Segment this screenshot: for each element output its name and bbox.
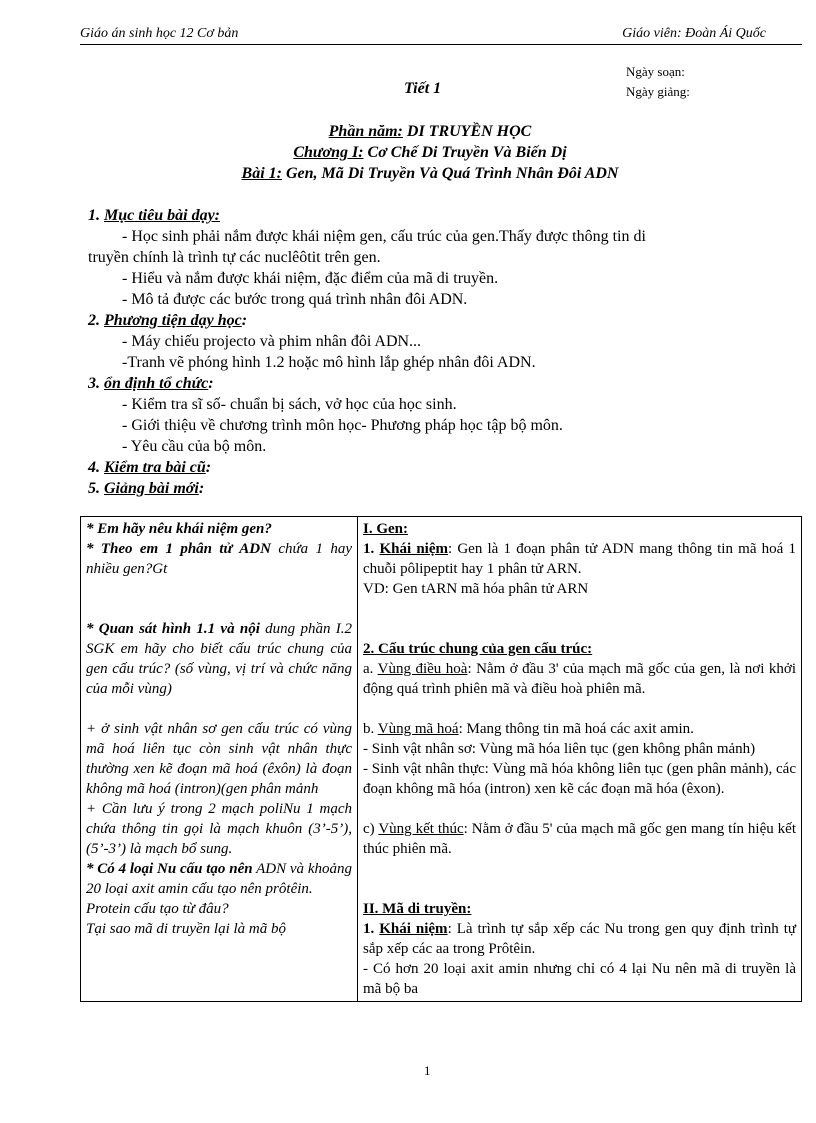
lesson-label: Bài 1: bbox=[241, 165, 282, 182]
question: Tại sao mã di truyền lại là mã bộ bbox=[86, 921, 287, 937]
content-heading: 2. Cấu trúc chung của gen cấu trúc: bbox=[363, 641, 593, 657]
header-teacher: Giáo viên: Đoàn Ái Quốc bbox=[622, 26, 766, 41]
material-item: - Máy chiếu projecto và phim nhân đôi ADN... bbox=[122, 333, 422, 350]
part-title bbox=[80, 121, 780, 142]
section-heading: 5. Giảng bài mới: bbox=[88, 480, 205, 497]
explanation: + ở sinh vật nhân sơ gen cấu trúc có vùng mã hoá liên tục còn sinh vật nhân thực thường xen kẽ đoạn mã hoá (êxôn) là đoạn không mã hoá (intron)(gen phân mảnh bbox=[86, 721, 352, 797]
table-row bbox=[81, 517, 802, 1002]
content-heading: II. Mã di truyền: bbox=[363, 901, 472, 917]
lesson-period: Tiết 1 bbox=[404, 80, 442, 97]
objective-item-wrap: truyền chính là trình tự các nuclêôtit trên gen. bbox=[88, 249, 381, 266]
section-heading: 3. ổn định tổ chức: bbox=[88, 375, 214, 392]
question: * Quan sát hình 1.1 và nội dung phần I.2 SGK em hãy cho biết cấu trúc chung của gen cấu trúc? (số vùng, vị trí và chức năng của mỗi vùng) bbox=[86, 621, 352, 697]
content-item: 1. Khái niệm: Gen là 1 đoạn phân tử ADN mang thông tin mã hoá 1 chuỗi pôlipeptit hay 1 phân tử ARN. bbox=[363, 541, 797, 577]
page-header bbox=[80, 24, 802, 45]
section-review bbox=[88, 457, 788, 499]
date-block bbox=[626, 62, 690, 102]
content-item: - Có hơn 20 loại axit amin nhưng chỉ có 4 lại Nu nên mã di truyền là mã bộ ba bbox=[363, 961, 796, 997]
date-taught: Ngày giảng: bbox=[626, 84, 690, 99]
objective-item: - Hiểu và nắm được khái niệm, đặc điểm của mã di truyền. bbox=[122, 270, 499, 287]
content-item: VD: Gen tARN mã hóa phân tử ARN bbox=[363, 581, 589, 597]
lesson-table bbox=[80, 516, 802, 1002]
content-item: - Sinh vật nhân thực: Vùng mã hóa không liên tục (gen phân mảnh), các đoạn không mã hóa (intron) xen kẽ các đoạn mã hóa (êxon). bbox=[363, 761, 796, 797]
part-text: DI TRUYỀN HỌC bbox=[402, 123, 532, 140]
material-item: -Tranh vẽ phóng hình 1.2 hoặc mô hình lắp ghép nhân đôi ADN. bbox=[122, 354, 536, 371]
chapter-title bbox=[80, 142, 780, 163]
spacer bbox=[363, 699, 796, 719]
spacer bbox=[363, 859, 796, 899]
title-block bbox=[80, 121, 780, 184]
spacer bbox=[363, 799, 796, 819]
page-number: 1 bbox=[424, 1063, 431, 1078]
content-heading: I. Gen: bbox=[363, 521, 408, 537]
section-heading: 1. Mục tiêu bài dạy: bbox=[88, 207, 220, 224]
teacher-activity-column bbox=[81, 517, 358, 1002]
section-heading: 4. Kiểm tra bài cũ: bbox=[88, 459, 212, 476]
question: * Theo em 1 phân tử ADN chứa 1 hay nhiều gen?Gt bbox=[86, 541, 352, 577]
explanation: + Cần lưu ý trong 2 mạch poliNu 1 mạch chứa thông tin gọi là mạch khuôn (3’-5’), (5’-3’) là mạch bổ sung. bbox=[86, 801, 352, 857]
content-item: a. Vùng điều hoà: Nằm ở đầu 3' của mạch mã gốc của gen, là nơi khởi động quá trình phiên mã và điều hoà phiên mã. bbox=[363, 661, 796, 697]
chapter-label: Chương I: bbox=[293, 144, 364, 161]
content-column bbox=[358, 517, 802, 1002]
objective-item: - Mô tả được các bước trong quá trình nhân đôi ADN. bbox=[122, 291, 468, 308]
content-item: 1. Khái niệm: Là trình tự sắp xếp các Nu trong gen quy định trình tự sắp xếp các aa trong Prôtêin. bbox=[363, 921, 796, 957]
lesson-text: Gen, Mã Di Truyền Và Quá Trình Nhân Đôi ADN bbox=[281, 165, 619, 182]
organization-item: - Yêu cầu của bộ môn. bbox=[122, 438, 267, 455]
organization-item: - Kiểm tra sĩ số- chuẩn bị sách, vở học của học sinh. bbox=[122, 396, 457, 413]
spacer bbox=[86, 699, 352, 719]
section-heading: 2. Phương tiện dạy học: bbox=[88, 312, 248, 329]
section-organization bbox=[88, 373, 788, 457]
spacer bbox=[86, 579, 352, 619]
header-course: Giáo án sinh học 12 Cơ bản bbox=[80, 26, 239, 41]
chapter-text: Cơ Chế Di Truyền Và Biến Dị bbox=[363, 144, 567, 161]
content-item: - Sinh vật nhân sơ: Vùng mã hóa liên tục (gen không phân mảnh) bbox=[363, 741, 756, 757]
question: * Em hãy nêu khái niệm gen? bbox=[86, 521, 272, 537]
content-item: b. Vùng mã hoá: Mang thông tin mã hoá các axit amin. bbox=[363, 721, 694, 737]
objective-item: - Học sinh phải nắm được khái niệm gen, cấu trúc của gen.Thấy được thông tin di bbox=[122, 228, 646, 245]
question: Protein cấu tạo từ đâu? bbox=[86, 901, 229, 917]
part-label: Phần năm: bbox=[328, 123, 403, 140]
spacer bbox=[363, 599, 796, 639]
organization-item: - Giới thiệu về chương trình môn học- Phương pháp học tập bộ môn. bbox=[122, 417, 563, 434]
content-item: c) Vùng kết thúc: Nằm ở đầu 5' của mạch mã gốc gen mang tín hiệu kết thúc phiên mã. bbox=[363, 821, 796, 857]
question: * Có 4 loại Nu cấu tạo nên ADN và khoảng 20 loại axit amin cấu tạo nên prôtêin. bbox=[86, 861, 352, 897]
section-objectives bbox=[88, 205, 788, 310]
lesson-title bbox=[80, 163, 780, 184]
date-prepared: Ngày soạn: bbox=[626, 64, 685, 79]
section-materials bbox=[88, 310, 788, 373]
